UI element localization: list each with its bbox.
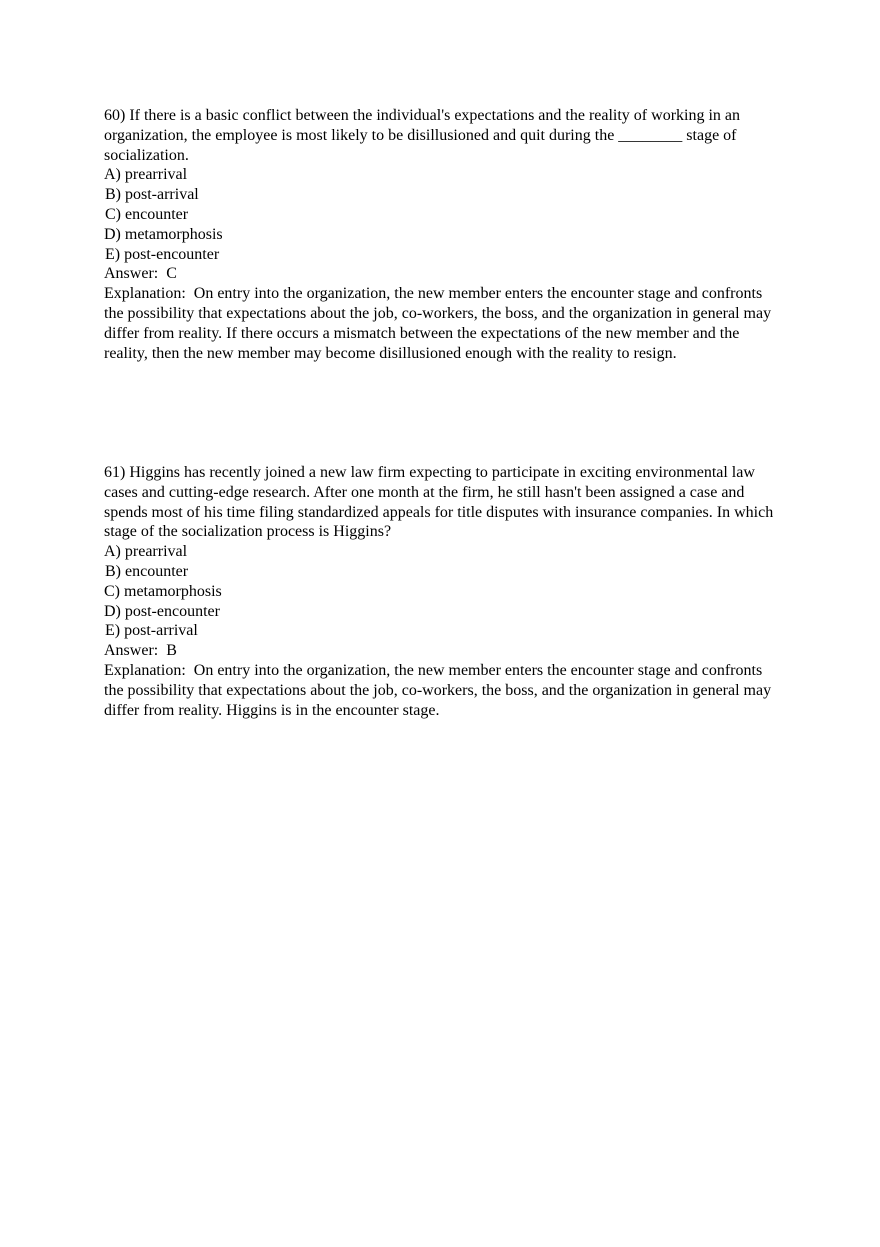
- question-61: [104, 463, 784, 720]
- option-d: D) post-encounter: [104, 602, 220, 620]
- option-d: D) metamorphosis: [104, 225, 223, 243]
- answer-line: Answer: B: [104, 642, 177, 660]
- option-c: C) metamorphosis: [104, 582, 222, 600]
- answer-options: [104, 165, 784, 264]
- option-b: B) post-arrival: [105, 186, 199, 204]
- option-a: A) prearrival: [104, 543, 188, 561]
- option-e: E) post-arrival: [105, 622, 198, 640]
- option-c: C) encounter: [105, 205, 189, 223]
- question-stem: 60) If there is a basic conflict between the individual's expectations and the reality of working in an organization, the employee is most likely to be disillusioned and quit during the ________ stage of socialization.: [104, 107, 741, 164]
- explanation: Explanation: On entry into the organization, the new member enters the encounter stage and confronts the possibility that expectations about the job, co-workers, the boss, and the organization in general may differ from reality. If there occurs a mismatch between the expectations of the new member and the reality, then the new member may become disillusioned enough with the reality to resign.: [104, 285, 776, 362]
- explanation: Explanation: On entry into the organization, the new member enters the encounter stage and confronts the possibility that expectations about the job, co-workers, the boss, and the organization in general may differ from reality. Higgins is in the encounter stage.: [104, 661, 776, 719]
- question-stem: 61) Higgins has recently joined a new law firm expecting to participate in exciting environmental law cases and cutting-edge research. After one month at the firm, he still hasn't been assigned a case and spends most of his time filing standardized appeals for title disputes with insurance companies. In which stage of the socialization process is Higgins?: [104, 464, 774, 541]
- answer-line: Answer: C: [104, 265, 177, 283]
- option-b: B) encounter: [105, 562, 189, 580]
- option-e: E) post-encounter: [105, 245, 220, 263]
- answer-options: [104, 542, 784, 641]
- question-60: [104, 106, 784, 363]
- option-a: A) prearrival: [104, 166, 188, 184]
